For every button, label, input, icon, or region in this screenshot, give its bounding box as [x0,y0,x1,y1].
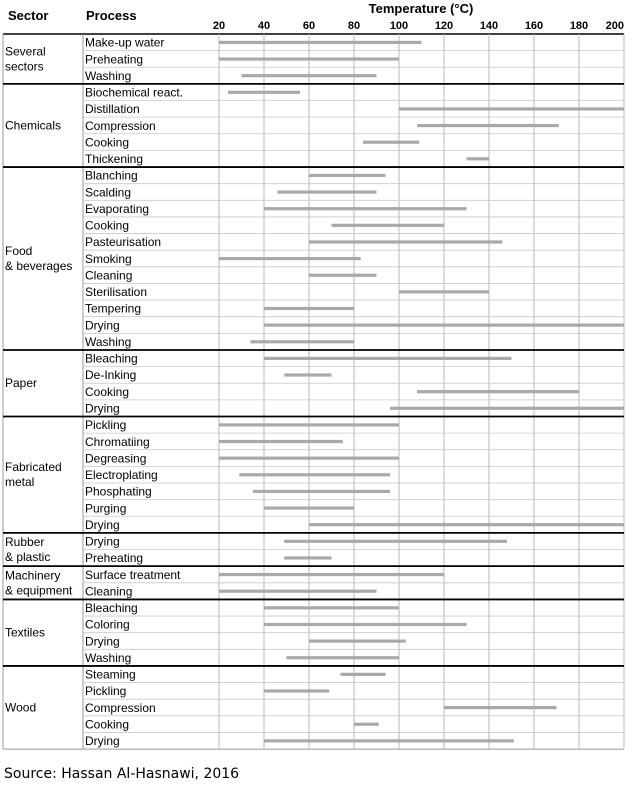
range-bar [284,373,331,376]
range-bar [417,124,559,127]
x-tick-label: 200 [605,20,624,32]
range-bar [242,74,377,77]
range-bar [239,473,390,476]
x-tick-label: 180 [569,20,589,32]
process-label: Drying [85,517,120,532]
range-bar [309,639,406,642]
range-bar [399,107,624,110]
range-bar [264,207,467,210]
sector-label: Chemicals [5,118,62,133]
x-tick-label: 60 [302,20,316,32]
range-bar [309,274,377,277]
range-bar [264,357,512,360]
range-bar [219,257,361,260]
process-label: Compression [85,700,156,715]
process-label: Washing [85,68,132,83]
process-label: Biochemical react. [85,85,184,100]
process-label: Washing [85,334,132,349]
process-label: Thickening [85,152,144,167]
process-label: Cooking [85,384,130,399]
x-tick-label: 20 [212,20,226,32]
range-bar [219,41,422,44]
range-bar [264,689,329,692]
sector-label: sectors [5,59,44,74]
process-label: Preheating [85,551,144,566]
process-label: Cooking [85,717,130,732]
process-label: Bleaching [85,351,138,366]
range-bar [309,523,624,526]
process-label: Evaporating [85,201,150,216]
range-bar [219,457,399,460]
process-label: Blanching [85,168,138,183]
sector-label: metal [5,475,35,490]
sector-label: Machinery [5,568,61,583]
range-bar [278,190,377,193]
process-label: Surface treatment [85,567,181,582]
process-label: Tempering [85,301,142,316]
range-bar [332,224,445,227]
sector-label: Several [5,44,46,59]
sector-label: Paper [5,376,38,391]
range-bar [264,506,354,509]
process-label: Cleaning [85,268,133,283]
x-tick-label: 120 [434,20,454,32]
process-label: Cleaning [85,584,133,599]
process-label: Drying [85,401,120,416]
process-label: Chromatiing [85,434,150,449]
range-bar [219,440,343,443]
process-label: Steaming [85,667,136,682]
process-label: Coloring [85,617,130,632]
range-bar [444,706,557,709]
process-label: Sterilisation [85,285,148,300]
source-caption: Source: Hassan Al-Hasnawi, 2016 [4,766,240,782]
range-bar [264,606,399,609]
range-bar [219,573,444,576]
range-bar [399,290,489,293]
range-bar [264,739,514,742]
sector-label: & plastic [5,550,51,565]
process-label: Preheating [85,52,144,67]
range-bar [390,407,624,410]
x-axis-title: Temperature (°C) [368,1,474,16]
process-label: Smoking [85,251,132,266]
range-bar [284,540,507,543]
range-bar [467,157,490,160]
x-tick-label: 160 [524,20,544,32]
process-label: Cooking [85,218,130,233]
process-label: Distillation [85,102,140,117]
sector-header: Sector [8,8,49,23]
range-bar [219,423,399,426]
x-tick-label: 100 [389,20,409,32]
range-bar [287,656,400,659]
range-bar [264,307,354,310]
process-label: Degreasing [85,451,147,466]
range-bar [341,673,386,676]
range-bar [219,590,377,593]
process-label: Cooking [85,135,130,150]
range-bar [309,240,503,243]
process-label: Drying [85,734,120,749]
process-header: Process [86,8,137,23]
process-label: Phosphating [85,484,152,499]
process-label: Compression [85,118,156,133]
sector-label: Food [5,244,33,259]
process-label: Purging [85,501,127,516]
sector-label: & beverages [5,259,73,274]
x-tick-label: 140 [479,20,499,32]
range-bar [417,390,579,393]
range-bar [251,340,355,343]
range-bar [354,723,379,726]
process-label: Washing [85,650,132,665]
sector-label: Rubber [5,535,45,550]
process-label: Pasteurisation [85,235,162,250]
process-label: Bleaching [85,601,138,616]
range-bar [264,623,467,626]
sector-label: Textiles [5,625,46,640]
sector-label: Wood [5,700,37,715]
range-bar [228,91,300,94]
process-label: Pickling [85,684,127,699]
process-label: Scalding [85,185,132,200]
x-tick-label: 40 [257,20,271,32]
sector-label: & equipment [5,583,73,598]
process-label: Drying [85,534,120,549]
sector-label: Fabricated [5,460,62,475]
range-bar [264,324,624,327]
process-label: Drying [85,634,120,649]
range-bar [309,174,386,177]
range-bar [253,490,390,493]
process-label: De-Inking [85,368,137,383]
x-tick-label: 80 [347,20,361,32]
range-bar [363,141,419,144]
process-label: Pickling [85,418,127,433]
range-bar [284,556,331,559]
range-bar [219,57,399,60]
process-label: Electroplating [85,468,158,483]
process-label: Drying [85,318,120,333]
process-label: Make-up water [85,35,165,50]
